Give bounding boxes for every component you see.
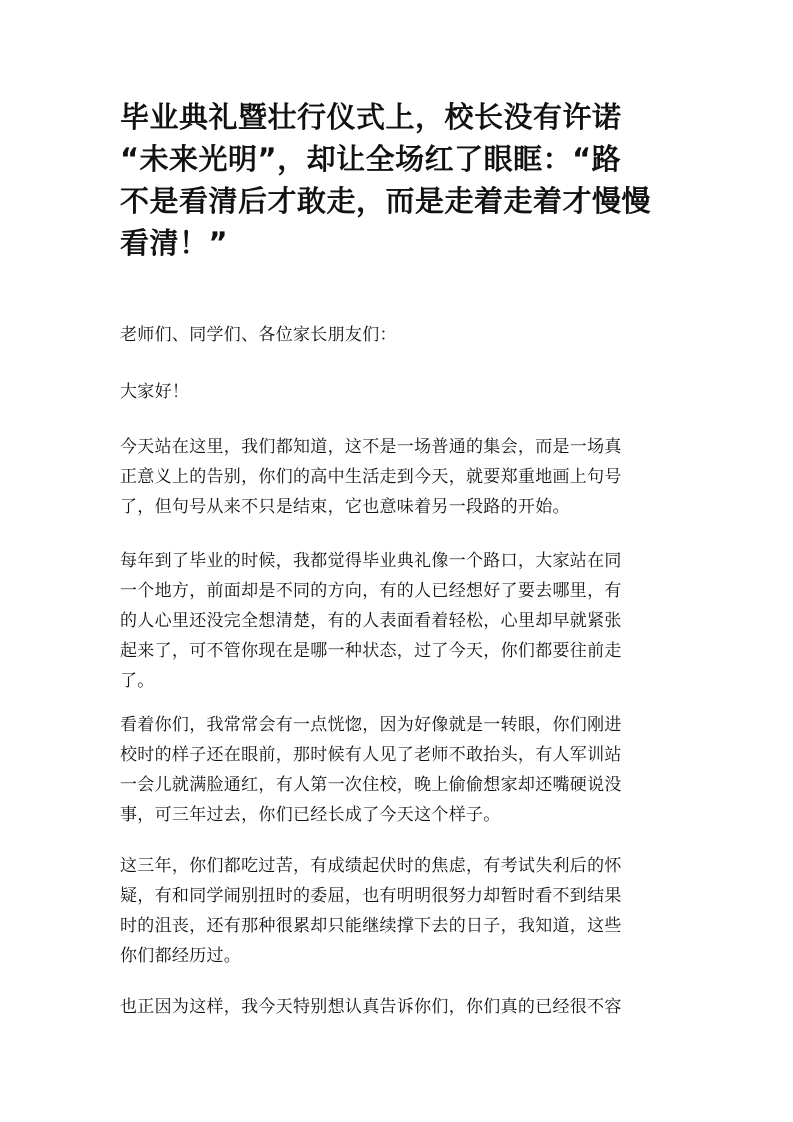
text-line: 今天站在这里，我们都知道，这不是一场普通的集会，而是一场真 (120, 437, 622, 457)
text-line: 你们都经历过。 (120, 946, 242, 966)
text-line: 每年到了毕业的时候，我都觉得毕业典礼像一个路口，大家站在同 (120, 551, 622, 571)
body-paragraph (120, 546, 680, 696)
text-line: 了，但句号从来不只是结束，它也意味着另一段路的开始。 (120, 497, 570, 517)
text-line: 事，可三年过去，你们已经长成了今天这个样子。 (120, 805, 501, 825)
title-line: 毕业典礼暨壮行仪式上，校长没有许诺 (120, 100, 622, 134)
text-line: 时的沮丧，还有那种很累却只能继续撑下去的日子，我知道，这些 (120, 916, 622, 936)
salutation-paragraph (120, 320, 680, 350)
text-line: 这三年，你们都吃过苦，有成绩起伏时的焦虑，有考试失利后的怀 (120, 856, 622, 876)
text-line: 老师们、同学们、各位家长朋友们： (120, 325, 397, 345)
text-line: 看着你们，我常常会有一点恍惚，因为好像就是一转眼，你们刚进 (120, 715, 622, 735)
text-line: 起来了，可不管你现在是哪一种状态，过了今天，你们都要往前走 (120, 641, 622, 661)
title-line: “未来光明”，却让全场红了眼眶：“路 (120, 142, 622, 176)
body-paragraph (120, 851, 680, 971)
body-paragraph (120, 992, 680, 1022)
text-line: 疑，有和同学闹别扭时的委屈，也有明明很努力却暂时看不到结果 (120, 886, 622, 906)
text-line: 了。 (120, 671, 155, 691)
text-line: 校时的样子还在眼前，那时候有人见了老师不敢抬头，有人军训站 (120, 745, 622, 765)
text-line: 的人心里还没完全想清楚，有的人表面看着轻松，心里却早就紧张 (120, 611, 622, 631)
body-paragraph (120, 710, 680, 830)
text-line: 正意义上的告别，你们的高中生活走到今天，就要郑重地画上句号 (120, 467, 622, 487)
text-line: 也正因为这样，我今天特别想认真告诉你们，你们真的已经很不容 (120, 997, 622, 1017)
document-title (120, 96, 680, 264)
text-line: 大家好！ (120, 382, 190, 402)
title-line: 看清！” (120, 226, 229, 260)
text-line: 一会儿就满脸通红，有人第一次住校，晚上偷偷想家却还嘴硬说没 (120, 775, 622, 795)
body-paragraph (120, 432, 680, 522)
text-line: 一个地方，前面却是不同的方向，有的人已经想好了要去哪里，有 (120, 581, 622, 601)
greeting-paragraph (120, 377, 680, 407)
title-line: 不是看清后才敢走，而是走着走着才慢慢 (120, 184, 652, 218)
